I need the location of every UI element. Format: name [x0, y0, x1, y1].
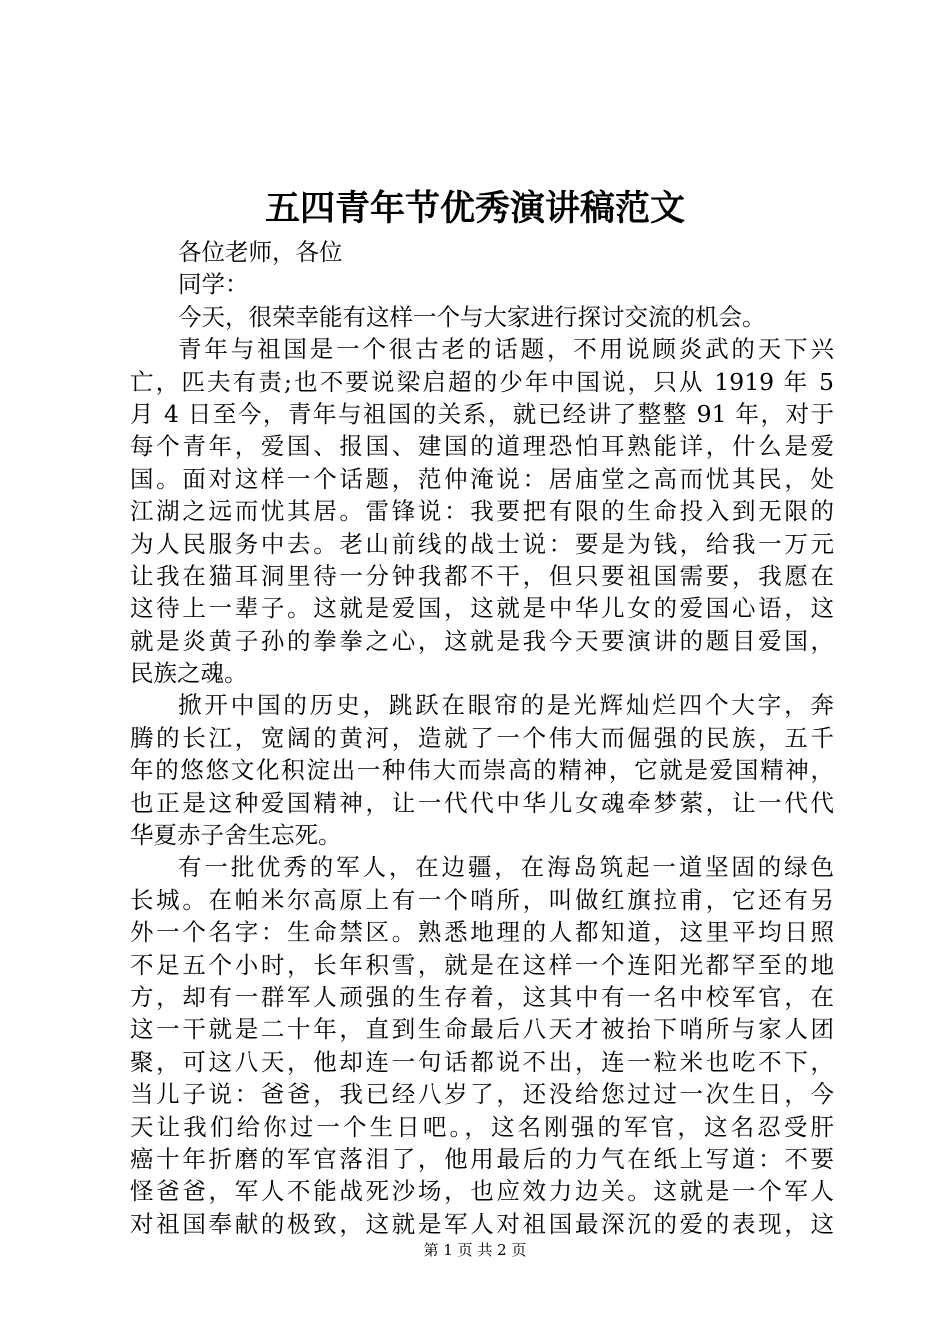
text-line: 这待上一辈子。这就是爱国，这就是中华儿女的爱国心语，这 — [130, 594, 834, 623]
text-line: 当儿子说：爸爸，我已经八岁了，还没给您过过一次生日，今 — [130, 1080, 834, 1109]
text-line: 国。面对这样一个话题，范仲淹说：居庙堂之高而忧其民，处 — [130, 464, 834, 493]
text-line: 华夏赤子舍生忘死。 — [130, 821, 342, 850]
text-line: 月 4 日至今，青年与祖国的关系，就已经讲了整整 91 年，对于 — [130, 399, 834, 428]
text-line: 为人民服务中去。老山前线的战士说：要是为钱，给我一万元 — [130, 529, 834, 558]
text-line: 外一个名字：生命禁区。熟悉地理的人都知道，这里平均日照 — [130, 918, 834, 947]
text-line: 癌十年折磨的军官落泪了，他用最后的力气在纸上写道：不要 — [130, 1144, 834, 1173]
document-title: 五四青年节优秀演讲稿范文 — [264, 189, 685, 229]
text-line: 掀开中国的历史，跳跃在眼帘的是光辉灿烂四个大字，奔 — [178, 691, 834, 720]
text-line: 长城。在帕米尔高原上有一个哨所，叫做红旗拉甫，它还有另 — [130, 885, 834, 914]
text-line: 亡，匹夫有责;也不要说梁启超的少年中国说，只从 1919 年 5 — [130, 367, 834, 396]
text-line: 今天，很荣幸能有这样一个与大家进行探讨交流的机会。 — [178, 302, 766, 331]
text-line: 腾的长江，宽阔的黄河，造就了一个伟大而倔强的民族，五千 — [130, 723, 834, 752]
text-line: 也正是这种爱国精神，让一代代中华儿女魂牵梦萦，让一代代 — [130, 788, 834, 817]
text-line: 年的悠悠文化积淀出一种伟大而崇高的精神，它就是爱国精神， — [130, 756, 834, 785]
text-line: 聚，可这八天，他却连一句话都说不出，连一粒米也吃不下， — [130, 1047, 834, 1076]
document-body — [130, 236, 834, 1240]
text-line: 天让我们给你过一个生日吧。，这名刚强的军官，这名忍受肝 — [130, 1112, 834, 1141]
text-line: 青年与祖国是一个很古老的话题，不用说顾炎武的天下兴 — [178, 335, 834, 364]
text-line: 让我在猫耳洞里待一分钟我都不干，但只要祖国需要，我愿在 — [130, 561, 834, 590]
text-line: 怪爸爸，军人不能战死沙场，也应效力边关。这就是一个军人 — [130, 1177, 834, 1206]
text-line: 方，却有一群军人顽强的生存着，这其中有一名中校军官，在 — [130, 982, 834, 1011]
text-line: 对祖国奉献的极致，这就是军人对祖国最深沉的爱的表现，这 — [130, 1209, 834, 1238]
text-line: 这一干就是二十年，直到生命最后八天才被抬下哨所与家人团 — [130, 1015, 834, 1044]
text-line: 就是炎黄子孙的拳拳之心，这就是我今天要演讲的题目爱国， — [130, 626, 834, 655]
text-line: 有一批优秀的军人，在边疆，在海岛筑起一道坚固的绿色 — [178, 853, 834, 882]
page-footer: 第 1 页 共 2 页 — [423, 1241, 527, 1259]
text-line: 不足五个小时，长年积雪，就是在这样一个连阳光都罕至的地 — [130, 950, 834, 979]
text-line: 民族之魂。 — [130, 659, 248, 688]
text-line: 每个青年，爱国、报国、建国的道理恐怕耳熟能详，什么是爱 — [130, 432, 834, 461]
text-line: 同学： — [178, 270, 249, 299]
text-line: 江湖之远而忧其居。雷锋说：我要把有限的生命投入到无限的 — [130, 497, 834, 526]
text-line: 各位老师，各位 — [178, 238, 343, 266]
